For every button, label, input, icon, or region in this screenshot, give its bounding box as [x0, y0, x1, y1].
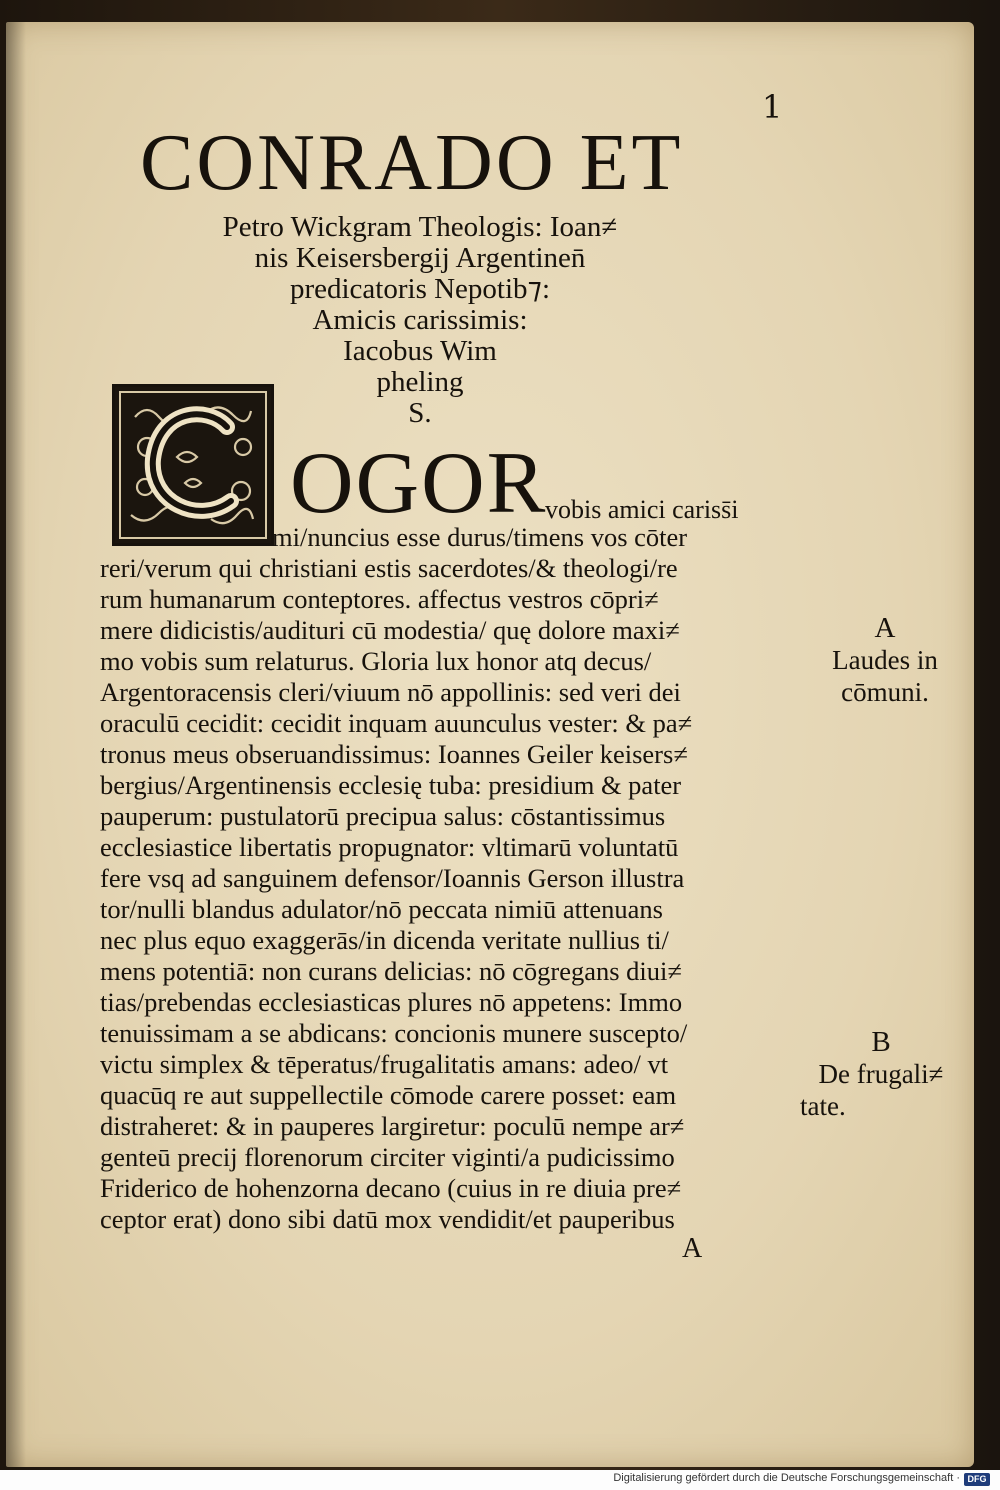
- page-number: 1: [762, 88, 783, 126]
- body-line: bergius/Argentinensis ecclesię tuba: presidium & pater: [100, 770, 682, 800]
- body-line: victu simplex & tēperatus/frugalitatis amans: adeo/ vt: [100, 1049, 669, 1079]
- dedication-line: Iacobus Wim: [343, 335, 497, 367]
- decorated-initial-c-icon: [115, 387, 271, 543]
- body-line: rum humanarum conteptores. affectus vestros cōpri≠: [100, 584, 659, 614]
- opening-line: vobis amici cariss̄i: [545, 495, 739, 524]
- decorated-initial-c: [112, 384, 274, 546]
- body-line: Argentoracensis cleri/viuum nō appollinis: sed veri dei: [100, 677, 681, 707]
- body-line: mo vobis sum relaturus. Gloria lux honor atq decus/: [100, 646, 652, 676]
- body-line: genteū precij florenorum circiter viginti/a pudicissimo: [100, 1142, 675, 1172]
- body-line: mere didicistis/audituri cū modestia/ quę dolore maxi≠: [100, 615, 680, 645]
- margin-note-line: cōmuni.: [841, 677, 929, 707]
- margin-note-a: [800, 612, 970, 708]
- body-line: mens potentiā: non curans delicias: nō cōgregans diui≠: [100, 956, 682, 986]
- dfg-logo-icon: DFG: [964, 1473, 990, 1486]
- dedication-line: pheling: [376, 366, 464, 398]
- body-line: ecclesiastice libertatis propugnator: vltimarū voluntatū: [100, 832, 679, 862]
- body-line: tronus meus obseruandissimus: Ioannes Geiler keisers≠: [100, 739, 688, 769]
- margin-note-b: [796, 1026, 966, 1122]
- page-heading: CONRADO ET: [140, 119, 684, 207]
- footer-credit: Digitalisierung gefördert durch die Deutsche Forschungsgemeinschaft ·: [613, 1472, 960, 1484]
- body-line: reri/verum qui christiani estis sacerdotes/& theologi/re: [100, 553, 678, 583]
- opening-word: OGOR: [290, 435, 548, 532]
- dedication-line: Petro Wickgram Theologis: Ioan≠: [222, 211, 618, 243]
- body-line: pauperum: pustulatorū precipua salus: cōstantissimus: [100, 801, 666, 831]
- spine-shadow: [6, 22, 26, 1467]
- margin-note-line: De frugali≠: [818, 1059, 944, 1089]
- body-line: quacūq re aut suppellectile cōmode carere posset: eam: [100, 1080, 677, 1110]
- body-line: Friderico de hohenzorna decano (cuius in re diuia pre≠: [100, 1173, 682, 1203]
- dedication-line: predicatoris Nepotib⁊:: [289, 273, 551, 305]
- dedication-line: Amicis carissimis:: [312, 304, 528, 336]
- margin-note-letter: B: [871, 1026, 891, 1058]
- body-line: tias/prebendas ecclesiasticas plures nō appetens: Immo: [100, 987, 683, 1017]
- body-line: ceptor erat) dono sibi datū mox vendidit/et pauperibus: [100, 1204, 675, 1234]
- margin-note-letter: A: [874, 612, 896, 644]
- body-line: tor/nulli blandus adulator/nō peccata nimiū attenuans: [100, 894, 663, 924]
- margin-note-line: Laudes in: [832, 645, 938, 675]
- body-line: distraheret: & in pauperes largiretur: poculū nempe ar≠: [100, 1111, 685, 1141]
- dedication-line: S.: [408, 397, 432, 429]
- body-line: tenuissimam a se abdicans: concionis munere suscepto/: [100, 1018, 688, 1048]
- body-line: fere vsq ad sanguinem defensor/Ioannis Gerson illustra: [100, 863, 685, 893]
- body-line: nec plus equo exaggerās/in dicenda veritate nullius ti/: [100, 925, 669, 955]
- body-line: oraculū cecidit: cecidit inquam auunculus vester: & pa≠: [100, 708, 693, 738]
- body-line: mi/nuncius esse durus/timens vos cōter: [272, 522, 688, 552]
- signature-mark: A: [682, 1233, 703, 1264]
- margin-note-line: tate.: [800, 1091, 846, 1121]
- dedication-line: nis Keisersbergij Argentinen̄: [254, 242, 586, 274]
